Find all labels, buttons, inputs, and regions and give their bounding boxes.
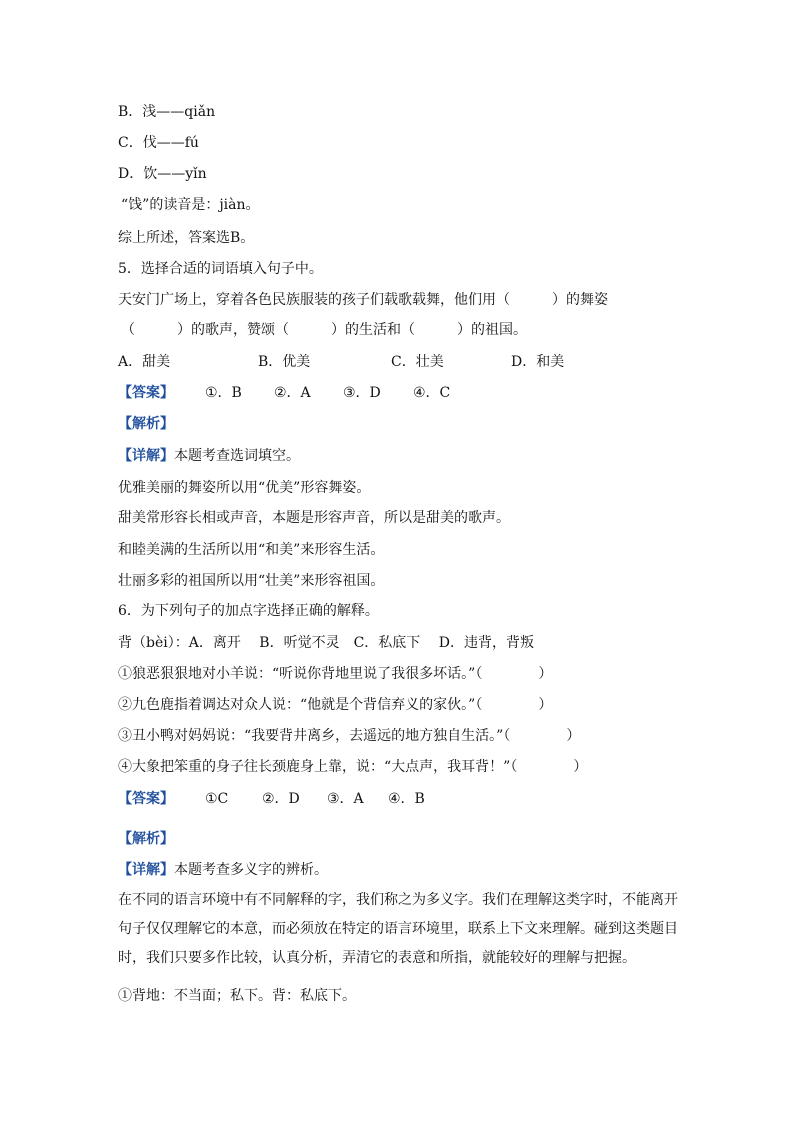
- answer-1-d: ④．C: [413, 385, 451, 401]
- sentence-1: ①狼恶狠狠地对小羊说：“听说你背地里说了我很多坏话。”（ ）: [118, 666, 553, 682]
- question-6: 6．为下列句子的加点字选择正确的解释。: [118, 603, 379, 619]
- question-5-sentence-1: 天安门广场上，穿着各色民族服装的孩子们载歌载舞，他们用（ ）的舞姿: [118, 292, 608, 308]
- option-b-line: B．浅——qiǎn: [118, 104, 216, 120]
- sentence-4: ④大象把笨重的身子往长颈鹿身上靠，说：“大点声，我耳背！”（ ）: [118, 759, 588, 775]
- explanation-2: 甜美常形容长相或声音，本题是形容声音，所以是甜美的歌声。: [118, 510, 510, 526]
- detail-text-2: 本题考查多义字的辨析。: [174, 862, 328, 878]
- answer-label-1: 【答案】: [118, 385, 174, 401]
- question-6-definitions: 背（bèi）：A．离开 B．听觉不灵 C．私底下 D．违背，背叛: [118, 635, 534, 651]
- analysis-label-2: 【解析】: [118, 831, 174, 847]
- sentence-3: ③丑小鸭对妈妈说：“我要背井离乡，去遥远的地方独自生活。”（ ）: [118, 728, 581, 744]
- reading-line: “饯”的读音是：jiàn。: [121, 197, 260, 213]
- answer-2-c: ③．A: [327, 791, 364, 807]
- q5-option-d: D．和美: [511, 354, 565, 370]
- q5-option-c: C．壮美: [391, 354, 444, 370]
- answer-1-a: ①．B: [205, 385, 242, 401]
- answer-1-c: ③．D: [343, 385, 381, 401]
- detail-line-2: [118, 860, 328, 880]
- explanation-1: 优雅美丽的舞姿所以用“优美”形容舞姿。: [118, 480, 371, 496]
- explanation-4: 壮丽多彩的祖国所以用“壮美”来形容祖国。: [118, 573, 385, 589]
- answer-1-b: ②．A: [274, 385, 311, 401]
- answer-2-b: ②．D: [262, 791, 300, 807]
- question-5-sentence-2: （ ）的歌声，赞颂（ ）的生活和（ ）的祖国。: [121, 322, 527, 338]
- detail-label-1: 【详解】: [118, 448, 174, 464]
- explanation-3: 和睦美满的生活所以用“和美”来形容生活。: [118, 542, 385, 558]
- option-c-line: C．伐——fú: [118, 135, 199, 151]
- detail-text-1: 本题考查选词填空。: [174, 448, 300, 464]
- answer-label-2: 【答案】: [118, 791, 174, 807]
- summary-line: 综上所述，答案选B。: [118, 230, 255, 246]
- option-d-line: D．饮——yǐn: [118, 166, 207, 182]
- sentence-2: ②九色鹿指着调达对众人说：“他就是个背信弃义的家伙。”（ ）: [118, 697, 553, 713]
- detail-line-1: [118, 446, 300, 466]
- q5-option-b: B．优美: [258, 354, 311, 370]
- q5-option-a: A．甜美: [118, 354, 171, 370]
- question-5: 5．选择合适的词语填入句子中。: [118, 261, 323, 277]
- answer-2-d: ④．B: [388, 791, 425, 807]
- final-line: ①背地：不当面；私下。背：私底下。: [118, 988, 356, 1004]
- explanation-paragraph: 在不同的语言环境中有不同解释的字，我们称之为多义字。我们在理解这类字时，不能离开句子仅仅理解它的本意，而必须放在特定的语言环境里，联系上下文来理解。碰到这类题目时，我们只要多作比较，认真分析，弄清它的表意和所指，就能较好的理解与把握。: [118, 892, 678, 966]
- detail-label-2: 【详解】: [118, 862, 174, 878]
- answer-2-a: ①C: [205, 791, 229, 807]
- analysis-label-1: 【解析】: [118, 416, 174, 432]
